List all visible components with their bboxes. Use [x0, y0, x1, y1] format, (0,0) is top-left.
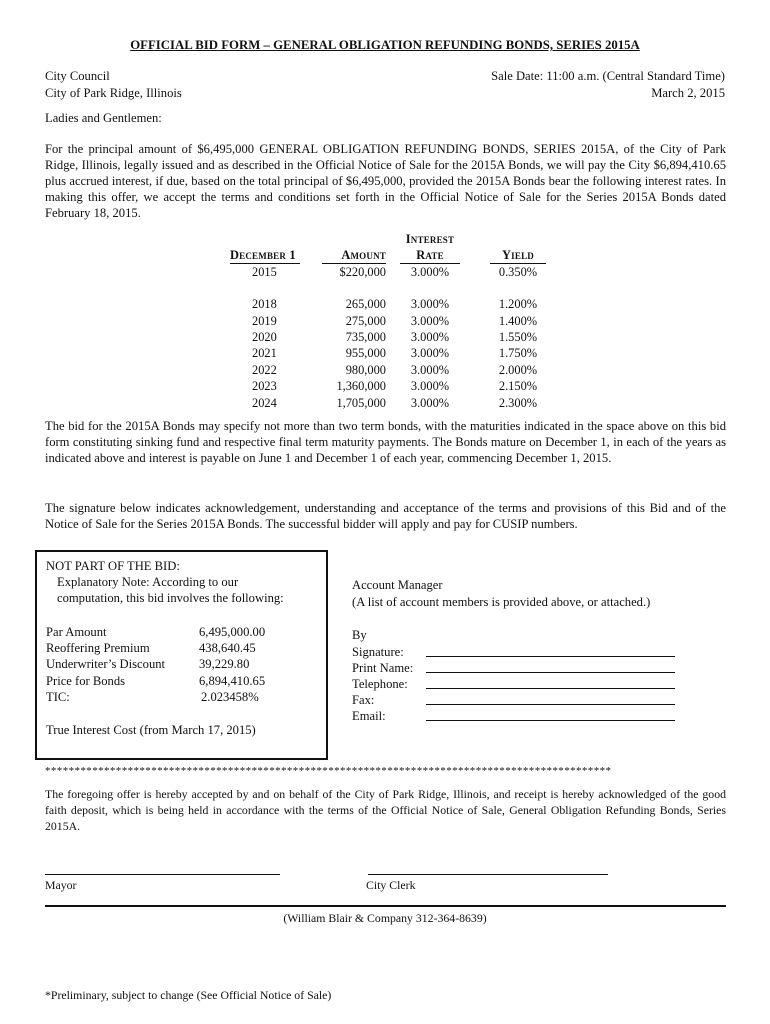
row-rate: 3.000%: [410, 297, 450, 311]
row-rate: 3.000%: [410, 379, 450, 393]
price-label: Price for Bonds: [46, 674, 126, 688]
sale-day: March 2, 2015: [651, 86, 725, 100]
print-name-label: Print Name:: [352, 661, 414, 675]
box-footer: True Interest Cost (from March 17, 2015): [46, 723, 256, 737]
term-bonds-paragraph: The bid for the 2015A Bonds may specify not more than two term bonds, with the maturities indicated in the space above on this bid form constituting sinking fund and respective final term maturity payments. The Bonds mature on December 1, in each of the years as indicated above and interest is payable on June 1 and December 1 of each year, commencing December 1, 2015.: [45, 419, 726, 465]
salutation: Ladies and Gentlemen:: [45, 111, 162, 125]
row-amount: 955,000: [345, 346, 386, 360]
row-rate: 3.000%: [410, 330, 450, 344]
row-rate: 3.000%: [410, 396, 450, 410]
tic-value: 2.023458%: [201, 690, 259, 704]
telephone-field[interactable]: [426, 688, 675, 689]
row-amount: 1,705,000: [336, 396, 386, 410]
not-part-of-bid-box: [35, 550, 328, 760]
row-year: 2019: [252, 314, 277, 328]
row-year: 2023: [252, 379, 277, 393]
contact-line: (William Blair & Company 312-364-8639): [283, 911, 487, 925]
row-rate: 3.000%: [410, 346, 450, 360]
premium-value: 438,640.45: [199, 641, 256, 655]
form-title: OFFICIAL BID FORM – GENERAL OBLIGATION REFUNDING BONDS, SERIES 2015A: [130, 38, 640, 52]
header-yield: Yield: [490, 247, 546, 264]
row-amount: 1,360,000: [336, 379, 386, 393]
row-year: 2018: [252, 297, 277, 311]
row-amount: 265,000: [345, 297, 386, 311]
row-year: 2015: [252, 265, 277, 279]
row-yield: 0.350%: [498, 265, 538, 279]
row-yield: 1.750%: [498, 346, 538, 360]
signature-paragraph: The signature below indicates acknowledgement, understanding and acceptance of the terms and provisions of this Bid and of the Notice of Sale for the Series 2015A Bonds. The successful bidder will apply and pay for CUSIP numbers.: [45, 501, 726, 531]
fax-field[interactable]: [426, 704, 675, 705]
header-interest: Interest: [405, 232, 455, 246]
discount-label: Underwriter’s Discount: [46, 657, 166, 671]
account-members-note: (A list of account members is provided above, or attached.): [352, 595, 651, 609]
row-yield: 1.200%: [498, 297, 538, 311]
footnote: *Preliminary, subject to change (See Official Notice of Sale): [45, 988, 332, 1002]
row-year: 2021: [252, 346, 277, 360]
price-value: 6,894,410.65: [199, 674, 266, 688]
tic-label: TIC:: [46, 690, 70, 704]
divider: [45, 905, 726, 907]
discount-value: 39,229.80: [199, 657, 250, 671]
mayor-signature-line[interactable]: [45, 874, 280, 875]
header-amount: Amount: [322, 247, 386, 264]
signature-label: Signature:: [352, 645, 404, 659]
email-label: Email:: [352, 709, 386, 723]
row-rate: 3.000%: [410, 314, 450, 328]
city-clerk-signature-line[interactable]: [368, 874, 608, 875]
acceptance-paragraph: The foregoing offer is hereby accepted by and on behalf of the City of Park Ridge, Illinois, and receipt is hereby acknowledged of the good faith deposit, which is being held in accordance with the terms of the Official Notice of Sale, General Obligation Refunding Bonds, Series 2015A.: [45, 787, 726, 833]
row-year: 2022: [252, 363, 277, 377]
by-label: By: [352, 628, 367, 642]
row-yield: 1.550%: [498, 330, 538, 344]
signature-field[interactable]: [426, 656, 675, 657]
explanatory-note-2: computation, this bid involves the following:: [57, 591, 284, 605]
city-clerk-label: City Clerk: [366, 878, 416, 892]
par-amount-value: 6,495,000.00: [199, 625, 266, 639]
star-separator: ************************************************************************************************: [45, 765, 612, 777]
print-name-field[interactable]: [426, 672, 675, 673]
row-year: 2024: [252, 396, 277, 410]
intro-paragraph: For the principal amount of $6,495,000 GENERAL OBLIGATION REFUNDING BONDS, SERIES 2015A, of the City of Park Ridge, Illinois, legally issued and as described in the Official Notice of Sale for the 2015A Bonds, we will pay the City $6,894,410.65 plus accrued interest, if due, based on the total principal of $6,495,000, provided the 2015A Bonds bear the following interest rates. In making this offer, we accept the terms and conditions set forth in the Official Notice of Sale for the Series 2015A Bonds dated February 18, 2015.: [45, 142, 726, 220]
telephone-label: Telephone:: [352, 677, 408, 691]
row-yield: 2.150%: [498, 379, 538, 393]
account-manager-label: Account Manager: [352, 578, 443, 592]
explanatory-note-1: Explanatory Note: According to our: [57, 575, 239, 589]
addressee-line-2: City of Park Ridge, Illinois: [45, 86, 182, 100]
row-amount: 275,000: [345, 314, 386, 328]
sale-date: Sale Date: 11:00 a.m. (Central Standard Time): [491, 69, 725, 83]
fax-label: Fax:: [352, 693, 375, 707]
email-field[interactable]: [426, 720, 675, 721]
row-yield: 2.000%: [498, 363, 538, 377]
row-year: 2020: [252, 330, 277, 344]
header-rate: Rate: [400, 247, 460, 264]
row-amount: 735,000: [345, 330, 386, 344]
row-amount: $220,000: [339, 265, 386, 279]
header-december: December 1: [230, 247, 300, 264]
box-heading: NOT PART OF THE BID:: [46, 559, 180, 573]
premium-label: Reoffering Premium: [46, 641, 150, 655]
addressee-line-1: City Council: [45, 69, 110, 83]
row-rate: 3.000%: [410, 363, 450, 377]
row-yield: 1.400%: [498, 314, 538, 328]
row-rate: 3.000%: [410, 265, 450, 279]
mayor-label: Mayor: [45, 878, 77, 892]
row-yield: 2.300%: [498, 396, 538, 410]
par-amount-label: Par Amount: [46, 625, 107, 639]
row-amount: 980,000: [345, 363, 386, 377]
